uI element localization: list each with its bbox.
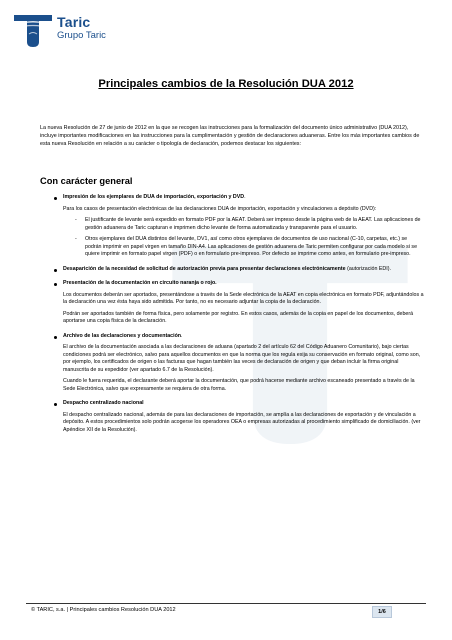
bullet-icon	[54, 283, 57, 286]
taric-logo-icon	[12, 12, 54, 50]
bullet-icon	[54, 197, 57, 200]
page-number: 1/6	[372, 606, 392, 618]
dash-item-text: Otros ejemplares del DUA distintos del levante, DV1, así como otros ejemplares de documentos de uso nacional (C-10, carpetas, etc.) se podrán imprimir en papel virgen en tamaño DIN-A4. Las aplicaciones de gestión aduanera de Taric permiten configurar por cada modelo si se quiere imprimir en formato papel virgen (PDF) o en formulario pre-impreso. Por defecto se imprime como antes, en formulario pre-impreso.	[85, 236, 418, 257]
list-item: Archivo de las declaraciones y documentación.	[40, 333, 425, 341]
document-title: Principales cambios de la Resolución DUA 2012	[98, 78, 354, 90]
taric-logo	[12, 12, 106, 50]
bullet-heading: Archivo de las declaraciones y documentación	[63, 332, 182, 339]
list-item	[40, 266, 425, 274]
bullet-heading: Impresión de los ejemplares de DUA de importación, exportación y DVD	[63, 194, 245, 200]
bullet-heading: Despacho centralizado nacional	[63, 400, 144, 406]
section-heading: Con carácter general	[40, 176, 133, 186]
paragraph: Cuando le fuera requerida, el declarante deberá aportar la documentación, que podrá hacerse mediante archivo escaneado presentado a través de la Sede Electrónica, salvo que expresamente se requiera de otra forma.	[63, 378, 415, 392]
brand-subtitle: Grupo Taric	[57, 30, 106, 41]
dash-item: - Otros ejemplares del DUA distintos del levante, DV1, así como otros ejemplares de documentos de uso nacional (C-10, carpetas, etc.) se podrán imprimir en papel virgen en tamaño DIN-A4. Las aplicaciones de gestión aduanera de Taric permiten configurar por cada modelo si se quiere imprimir en formato papel virgen (PDF) o en formulario pre-impreso. Por defecto se imprime como antes, en formulario pre-impreso.	[75, 236, 418, 257]
dash-item-text: El justificante de levante será expedido en formato PDF por la AEAT. Deberá ser impreso desde la página web de la AEAT. Las aplicaciones de gestión aduanera de Taric capturan e imprimen dicho levante de forma automatizada y transparente para el usuario.	[85, 217, 421, 231]
list-item	[40, 280, 425, 288]
list-item: Impresión de los ejemplares de DUA de importación, exportación y DVD.	[40, 194, 425, 202]
paragraph: El despacho centralizado nacional, además de para las declaraciones de importación, se amplía a las declaraciones de exportación y de vinculación a depósito. A estos procedimientos solo podrán acogerse los operadores OEA o empresas autorizadas al procedimiento simplificado de domiciliación. (ver Apéndice XII de la Resolución).	[63, 411, 421, 433]
bullet-icon	[54, 403, 57, 406]
brand-name: Taric	[57, 14, 91, 30]
bullet-icon	[54, 269, 57, 272]
paragraph: Podrán ser aportados también de forma física, pero solamente por registro. En estos casos, además de la copia en papel de los documentos, deberá aportarse una copia física de la declaración.	[63, 310, 414, 324]
paragraph: El archivo de la documentación asociada a las declaraciones de aduana (apartado 2 del artículo 62 del Código Aduanero Comunitario), bajo ciertas condiciones podrá ser electrónico, salvo para aquellos documentos en que la norma que los regula exija su conservación en formato original, como son, por ejemplo, los certificados de origen o las facturas que hagan también las veces de declaración de origen y que deban incluir la firma original manuscrita de su expedidor (ver apartado 6.7 de la Resolución).	[63, 344, 421, 373]
paragraph: Los documentos deberán ser aportados, presentándose a través de la Sede electrónica de la AEAT en copia electrónica en formato PDF, adjuntándolos a la declaración una vez ésta haya sido admitida. Por tanto, no es necesario adjuntar la copia de la declaración.	[63, 291, 424, 305]
footer-divider	[26, 603, 426, 604]
paragraph: Para los casos de presentación electrónicas de las declaraciones DUA de importación, exportación y vinculaciones a depósito (DVD):	[63, 205, 377, 212]
bullet-heading: Desaparición de la necesidad de solicitud de autorización previa para presentar declaraciones electrónicamente	[63, 265, 346, 272]
dash-item: - El justificante de levante será expedido en formato PDF por la AEAT. Deberá ser impreso desde la página web de la AEAT. Las aplicaciones de gestión aduanera de Taric capturan e imprimen dicho levante de forma automatizada y transparente para el usuario.	[75, 217, 421, 231]
footer-text: © TARIC, s.a. | Principales cambios Resolución DUA 2012	[31, 607, 176, 613]
list-item	[40, 400, 425, 408]
content-body	[40, 194, 425, 434]
intro-paragraph: La nueva Resolución de 27 de junio de 2012 en la que se recogen las instrucciones para la formalización del documento único administrativo (DUA 2012), incluye importantes modificaciones en las instrucciones para la cumplimentación y gestión de declaraciones aduaneras. Entre los más importantes cambios de esta nueva Resolución en relación a su carácter o tipología de declaración, podemos destacar los siguientes:	[40, 125, 420, 147]
bullet-tail: (autorización EDI).	[347, 265, 391, 272]
bullet-heading: Presentación de la documentación en circuito naranja o rojo.	[63, 280, 217, 286]
bullet-icon	[54, 336, 57, 339]
